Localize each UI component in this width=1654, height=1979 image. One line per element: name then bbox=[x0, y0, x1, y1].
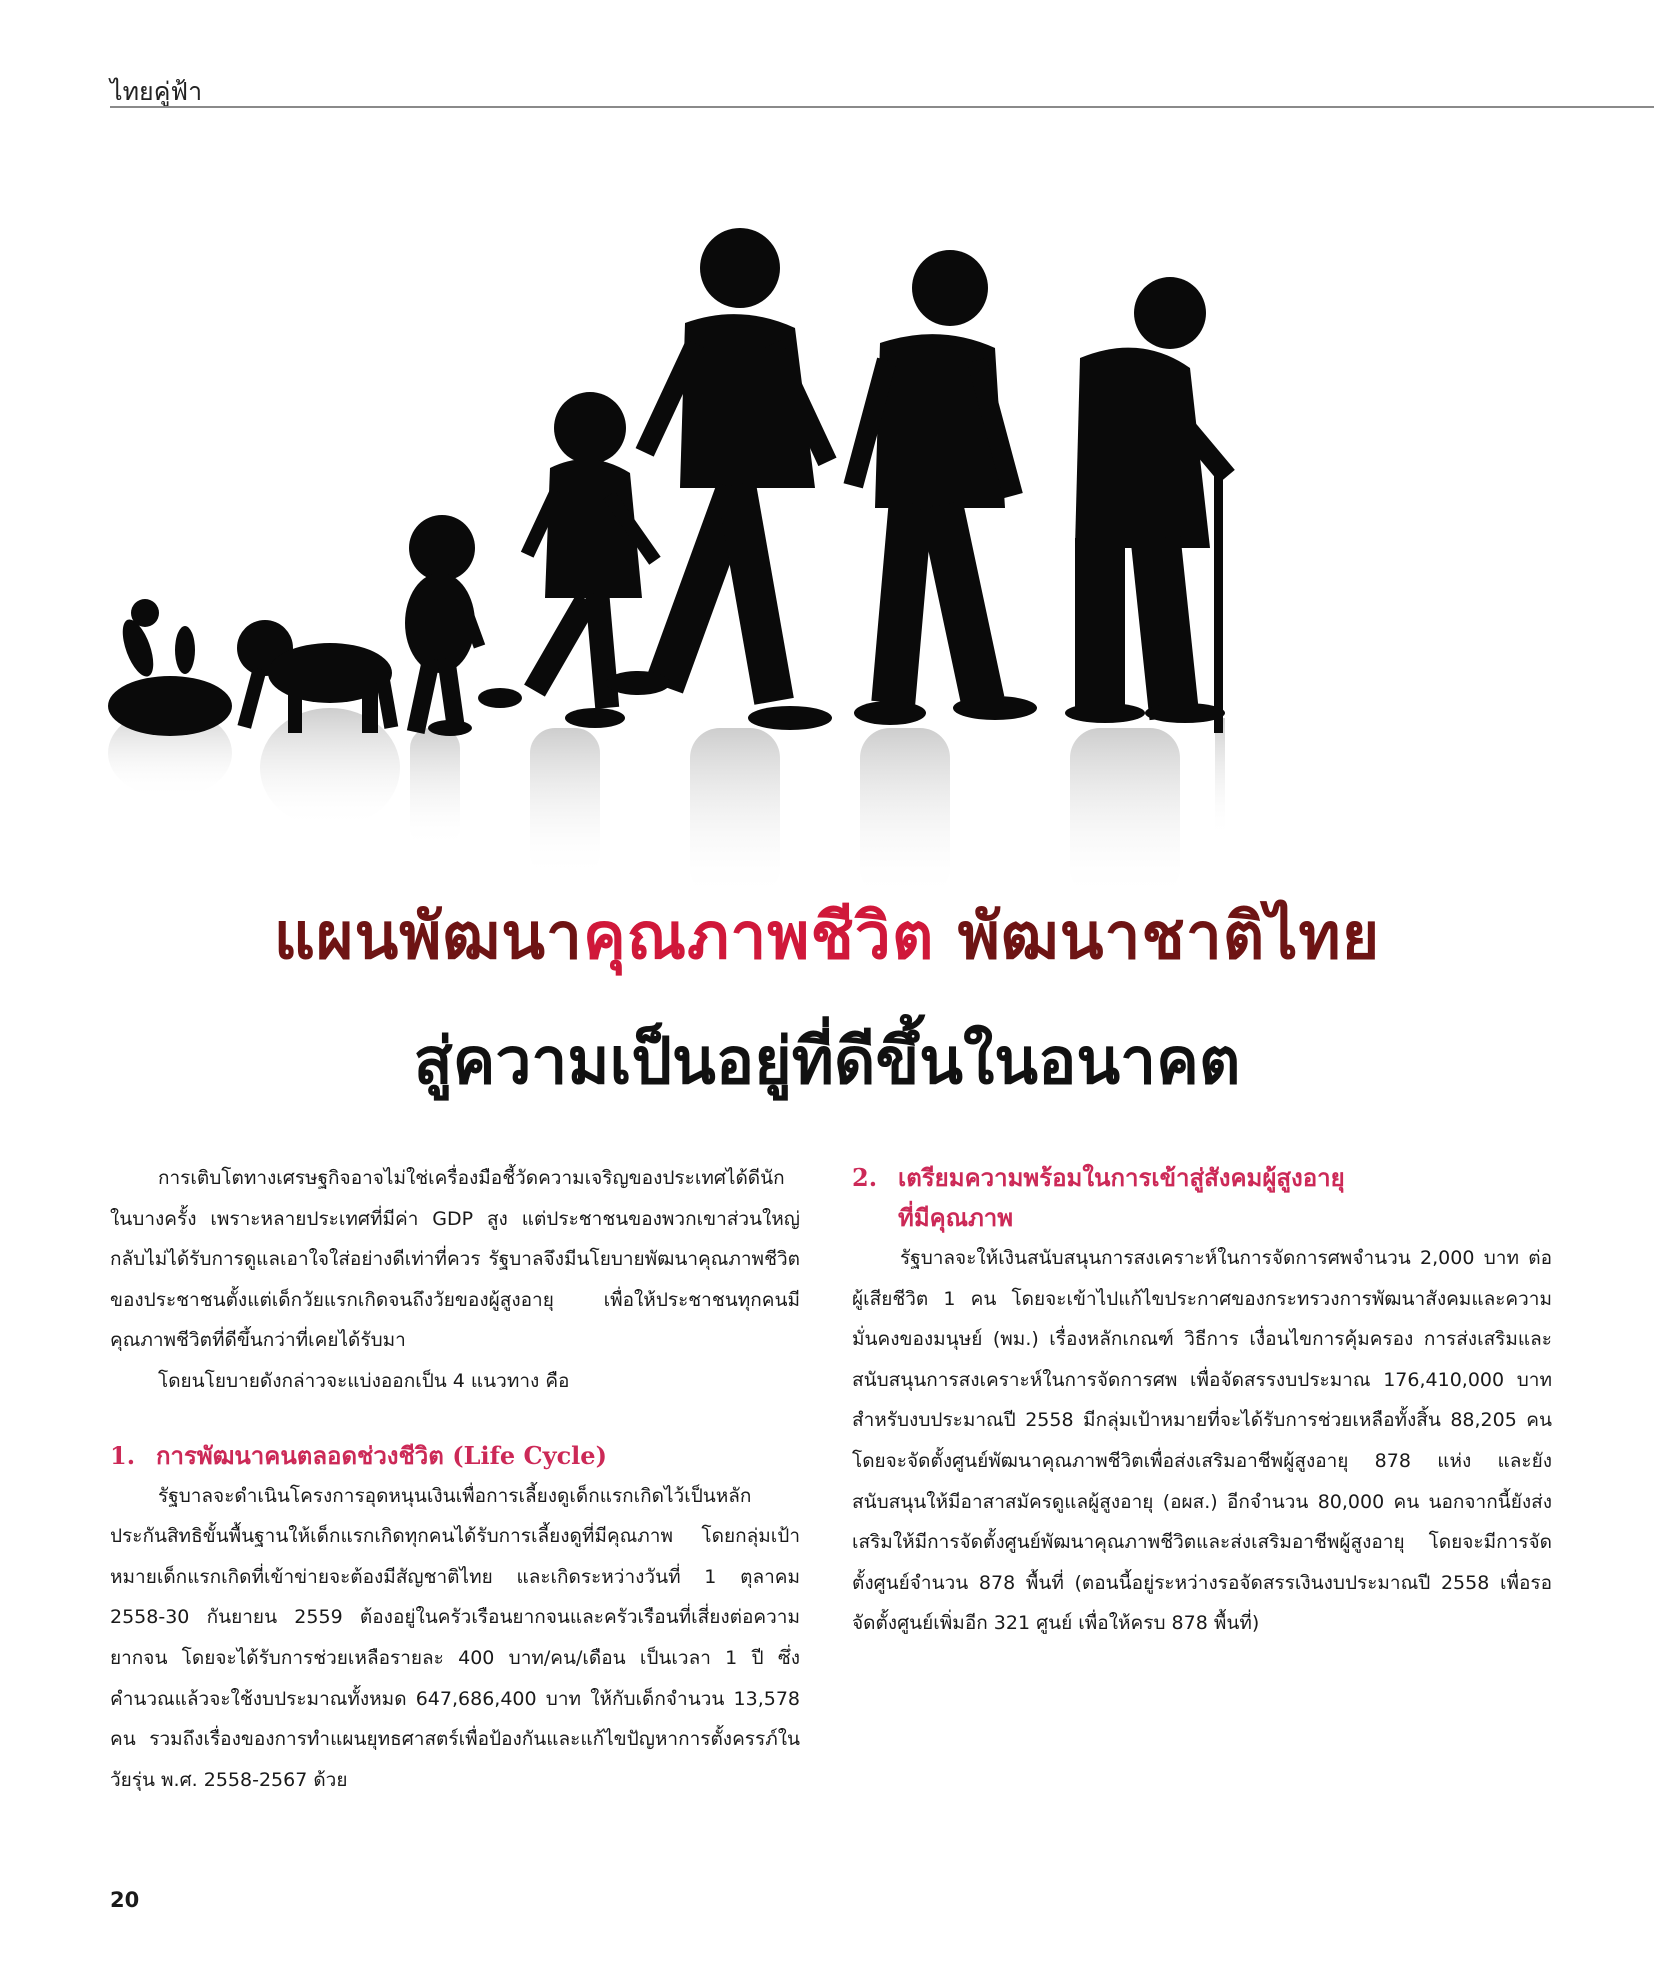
spacer bbox=[110, 1402, 800, 1436]
section-label: ไทยคู่ฟ้า bbox=[110, 77, 203, 106]
section-2-heading-line-1: เตรียมความพร้อมในการเข้าสู่สังคมผู้สูงอายุ bbox=[898, 1163, 1345, 1192]
title-line-2: สู่ความเป็นอยู่ที่ดีขึ้นในอนาคต bbox=[413, 1024, 1241, 1099]
left-column bbox=[110, 1158, 800, 1800]
elderly-silhouette bbox=[1065, 277, 1235, 733]
life-stages-silhouette-illustration bbox=[90, 128, 1654, 898]
section-2-number: 2. bbox=[852, 1163, 878, 1192]
section-1-heading-text: การพัฒนาคนตลอดช่วงชีวิต (Life Cycle) bbox=[156, 1440, 607, 1470]
title-line-1 bbox=[0, 885, 1654, 987]
section-2-body: รัฐบาลจะให้เงินสนับสนุนการสงเคราะห์ในการจัดการศพจำนวน 2,000 บาท ต่อผู้เสียชีวิต 1 คน โดยจะเข้าไปแก้ไขประกาศของกระทรวงการพัฒนาสังคมและความมั่นคงของมนุษย์ (พม.) เรื่องหลักเกณฑ์ วิธีการ เงื่อนไขการคุ้มครอง การส่งเสริมและสนับสนุนการสงเคราะห์ในการจัดการศพ เพื่อจัดสรรงบประมาณ 176,410,000 บาท สำหรับงบประมาณปี 2558 มีกลุ่มเป้าหมายที่จะได้รับการช่วยเหลือทั้งสิ้น 88,205 คน โดยจะจัดตั้งศูนย์พัฒนาคุณภาพชีวิตเพื่อส่งเสริมอาชีพผู้สูงอายุ 878 แห่ง และยังสนับสนุนให้มีอาสาสมัครดูแลผู้สูงอายุ (อผส.) อีกจำนวน 80,000 คน นอกจากนี้ยังส่งเสริมให้มีการจัดตั้งศูนย์พัฒนาคุณภาพชีวิตและส่งเสริมอาชีพผู้สูงอายุ โดยจะมีการจัดตั้งศูนย์จำนวน 878 พื้นที่ (ตอนนี้อยู่ระหว่างรอจัดสรรเงินงบประมาณปี 2558 เพื่อรอจัดตั้งศูนย์เพิ่มอีก 321 ศูนย์ เพื่อให้ครบ 878 พื้นที่) bbox=[852, 1247, 1552, 1635]
section-2-heading bbox=[852, 1158, 1552, 1238]
right-column bbox=[852, 1158, 1552, 1644]
section-2-heading-line-2: ที่มีคุณภาพ bbox=[898, 1203, 1014, 1232]
middle-aged-silhouette bbox=[844, 250, 1037, 725]
page-number: 20 bbox=[110, 1888, 140, 1912]
title-accent: คุณภาพชีวิต bbox=[582, 899, 935, 974]
section-1-body: รัฐบาลจะดำเนินโครงการอุดหนุนเงินเพื่อการเลี้ยงดูเด็กแรกเกิดไว้เป็นหลักประกันสิทธิขั้นพื้นฐานให้เด็กแรกเกิดทุกคนได้รับการเลี้ยงดูที่มีคุณภาพ โดยกลุ่มเป้าหมายเด็กแรกเกิดที่เข้าข่ายจะต้องมีสัญชาติไทย และเกิดระหว่างวันที่ 1 ตุลาคม 2558-30 กันยายน 2559 ต้องอยู่ในครัวเรือนยากจนและครัวเรือนที่เสี่ยงต่อความยากจน โดยจะได้รับการช่วยเหลือรายละ 400 บาท/คน/เดือน เป็นเวลา 1 ปี ซึ่งคำนวณแล้วจะใช้งบประมาณทั้งหมด 647,686,400 บาท ให้กับเด็กจำนวน 13,578 คน รวมถึงเรื่องของการทำแผนยุทธศาสตร์เพื่อป้องกันและแก้ไขปัญหาการตั้งครรภ์ในวัยรุ่น พ.ศ. 2558-2567 ด้วย bbox=[110, 1484, 800, 1791]
toddler-silhouette bbox=[405, 515, 485, 736]
header-rule bbox=[110, 106, 1654, 108]
title-part-1: แผนพัฒนา bbox=[273, 899, 583, 974]
section-1-heading bbox=[110, 1436, 800, 1476]
infant-silhouette bbox=[108, 599, 232, 736]
adult-silhouette bbox=[606, 228, 837, 730]
title-part-2: พัฒนาชาติไทย bbox=[934, 899, 1381, 974]
intro-paragraph-1: การเติบโตทางเศรษฐกิจอาจไม่ใช่เครื่องมือชี้วัดความเจริญของประเทศได้ดีนักในบางครั้ง เพราะหลายประเทศที่มีค่า GDP สูง แต่ประชาชนของพวกเขาส่วนใหญ่กลับไม่ได้รับการดูแลเอาใจใส่อย่างดีเท่าที่ควร รัฐบาลจึงมีนโยบายพัฒนาคุณภาพชีวิตของประชาชนตั้งแต่เด็กวัยแรกเกิดจนถึงวัยของผู้สูงอายุ เพื่อให้ประชาชนทุกคนมีคุณภาพชีวิตที่ดีขึ้นกว่าที่เคยได้รับมา bbox=[110, 1167, 800, 1352]
section-1-number: 1. bbox=[110, 1440, 136, 1470]
intro-paragraph-2: โดยนโยบายดังกล่าวจะแบ่งออกเป็น 4 แนวทาง คือ bbox=[158, 1369, 570, 1392]
